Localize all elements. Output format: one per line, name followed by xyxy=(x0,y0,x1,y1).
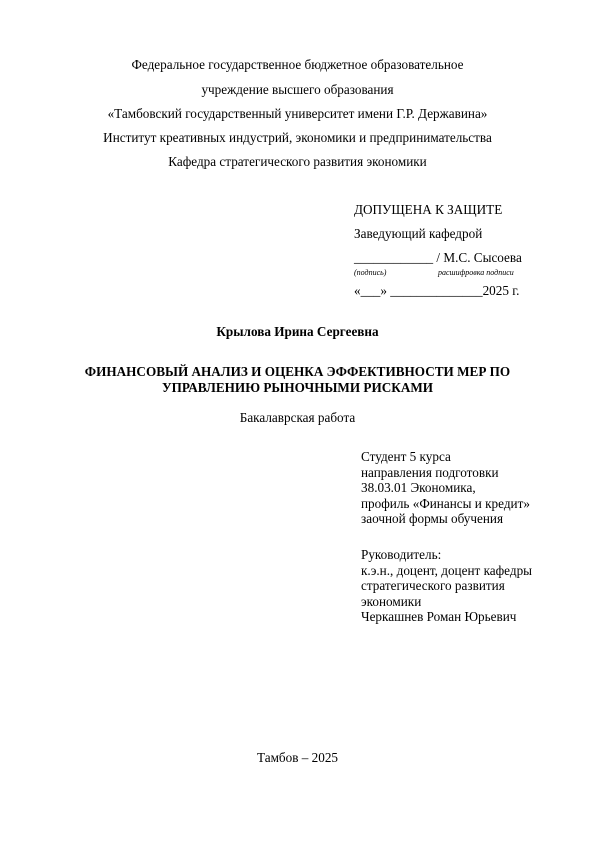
supervisor-info-line: экономики xyxy=(361,593,422,609)
header-line-institution-type: учреждение высшего образования xyxy=(201,82,394,97)
student-info-line: профиль «Финансы и кредит» xyxy=(361,495,530,511)
approval-date-line: «___» ______________2025 г. xyxy=(354,283,520,298)
student-info-line: 38.03.01 Экономика, xyxy=(361,480,476,495)
header-line-university: «Тамбовский государственный университет имени Г.Р. Державина» xyxy=(107,106,488,121)
student-info-line: заочной формы обучения xyxy=(361,511,504,526)
city-year: Тамбов – 2025 xyxy=(256,750,339,765)
header-line-ministry: Федеральное государственное бюджетное образовательное xyxy=(131,57,464,72)
signature-caption-left: (подпись) xyxy=(354,268,387,277)
thesis-title-line-2: УПРАВЛЕНИЮ РЫНОЧНЫМИ РИСКАМИ xyxy=(161,380,434,395)
thesis-title-line-1: ФИНАНСОВЫЙ АНАЛИЗ И ОЦЕНКА ЭФФЕКТИВНОСТИ МЕР ПО xyxy=(84,364,511,379)
work-type: Бакалаврская работа xyxy=(239,410,356,425)
supervisor-info-line: Черкашнев Роман Юрьевич xyxy=(361,609,517,624)
student-info-line: Студент 5 курса xyxy=(361,449,451,464)
student-info-line: направления подготовки xyxy=(361,464,499,480)
header-line-department: Кафедра стратегического развития экономики xyxy=(168,154,427,169)
header-line-institute: Институт креативных индустрий, экономики и предпринимательства xyxy=(103,130,492,145)
signature-caption-right: расшифровка подписи xyxy=(438,268,514,277)
approval-status: ДОПУЩЕНА К ЗАЩИТЕ xyxy=(354,202,503,217)
student-info xyxy=(361,449,530,527)
supervisor-info-line: Руководитель: xyxy=(361,547,442,562)
supervisor-info xyxy=(361,547,532,625)
supervisor-info-line: стратегического развития xyxy=(361,578,505,593)
approval-position: Заведующий кафедрой xyxy=(354,226,483,241)
approval-block xyxy=(354,202,522,266)
supervisor-info-line: к.э.н., доцент, доцент кафедры xyxy=(361,562,533,578)
approval-signature-line: ____________ / М.С. Сысоева xyxy=(354,250,522,265)
author-name: Крылова Ирина Сергеевна xyxy=(216,324,379,339)
